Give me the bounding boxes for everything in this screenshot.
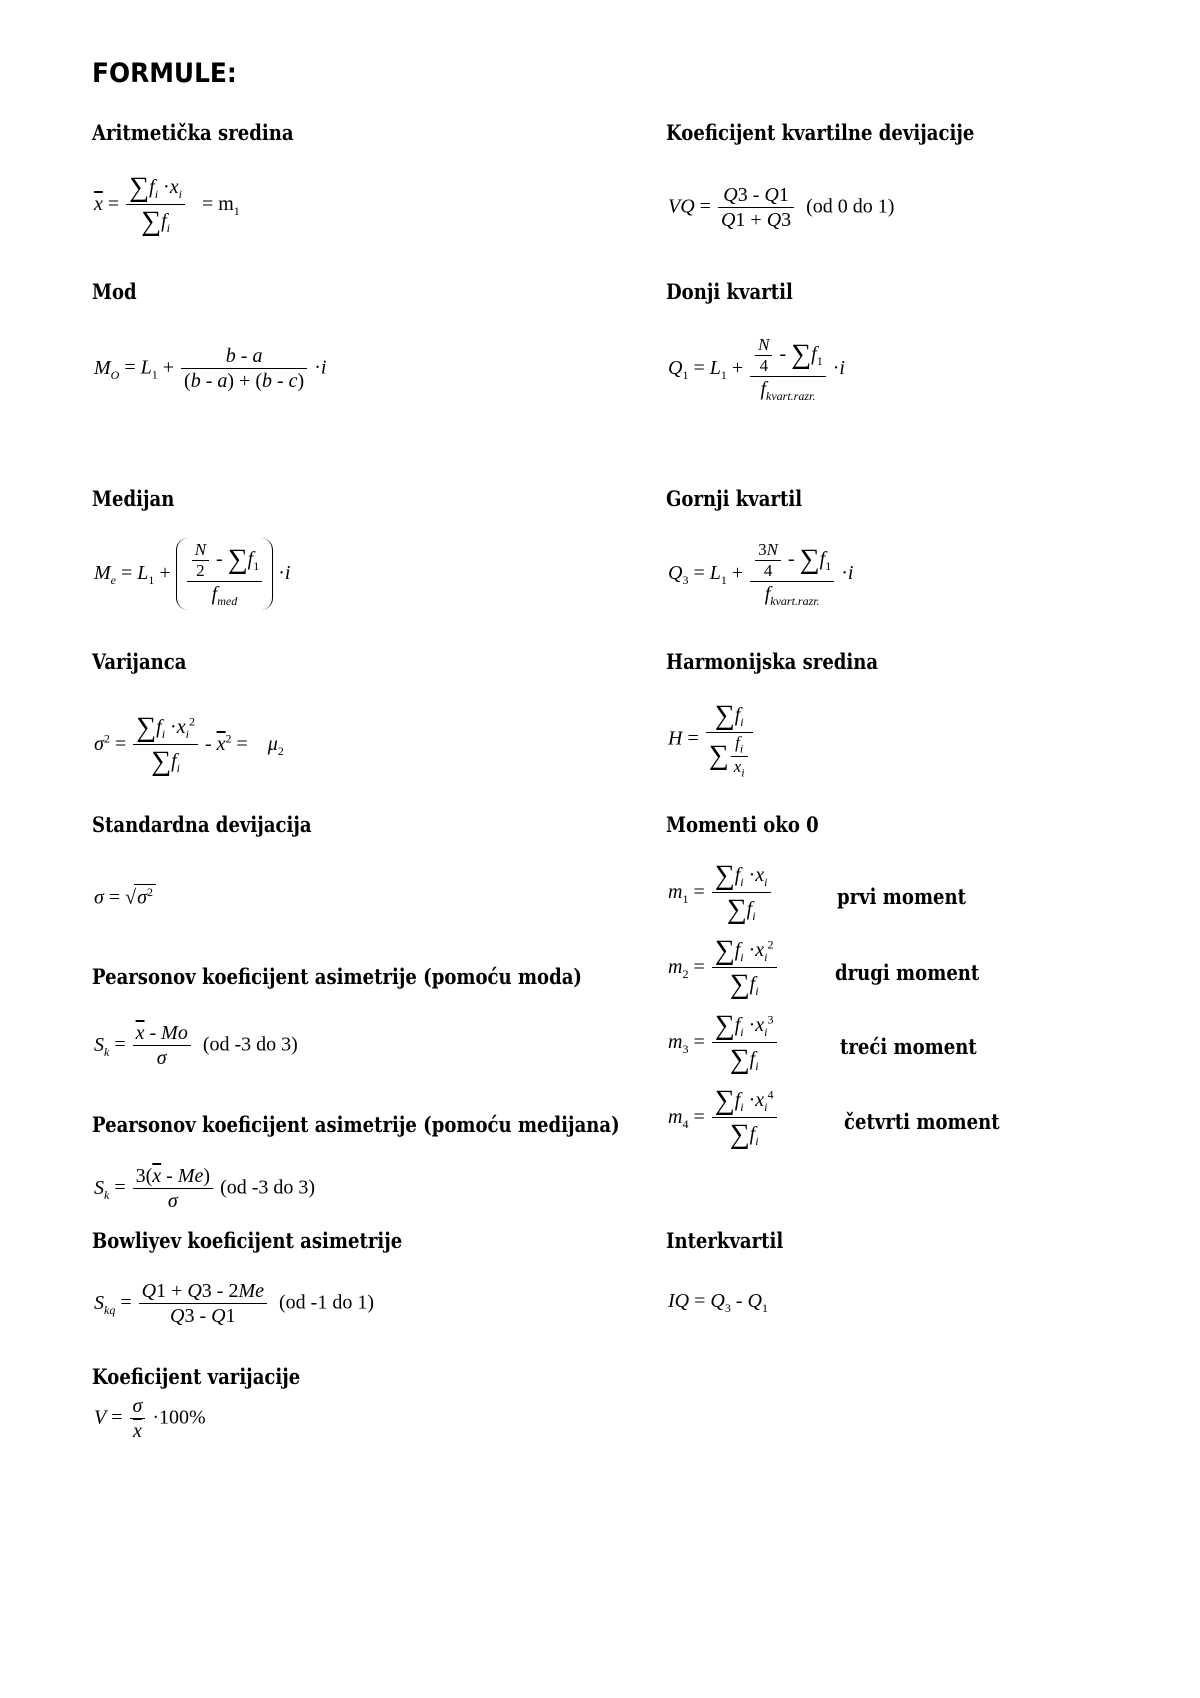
range-skq: (od -1 do 1) bbox=[279, 1291, 374, 1314]
heading-koeficijent-varijacije: Koeficijent varijacije bbox=[92, 1364, 301, 1389]
heading-donji-kvartil: Donji kvartil bbox=[666, 279, 793, 304]
formula-m4: $m_4$ = $\frac{\sum f_i \cdot x_i^4}{\sum f_i}$ bbox=[668, 1085, 779, 1152]
heading-momenti-oko-0: Momenti oko 0 bbox=[666, 812, 819, 837]
page-title: FORMULE: bbox=[92, 58, 237, 89]
label-m3: treći moment bbox=[840, 1034, 977, 1059]
label-m2: drugi moment bbox=[835, 960, 980, 985]
heading-aritmeticka-sredina: Aritmetička sredina bbox=[92, 120, 294, 145]
formula-donji-kvartil: $Q_1 = L_1$ + $\frac{N}{4}$ - $\sum f_1$ $f_{kvart.razr.}$ ·i bbox=[668, 335, 845, 403]
formula-pearson-med: $S_k$ = $\frac{3(\overline{x} - Me)}{\sigma}$ (od -3 do 3) bbox=[94, 1165, 316, 1212]
heading-bowley: Bowliyev koeficijent asimetrije bbox=[92, 1228, 403, 1253]
formula-interkvartil: IQ = $Q_3 - Q_1$ bbox=[668, 1290, 768, 1315]
formula-medijan: $M_e = L_1$ + $\frac{N}{2}$ - $\sum f_1$ $f_{med}$ ·i bbox=[94, 538, 290, 610]
heading-medijan: Medijan bbox=[92, 486, 175, 511]
formula-harmonijska-sredina: H = $\sum f_i$ ∑ $\frac{f_i}{x_i}$ bbox=[668, 700, 755, 780]
heading-gornji-kvartil: Gornji kvartil bbox=[666, 486, 803, 511]
formula-aritmeticka-sredina: $\overline{x}$ = $\frac{\sum f_i \cdot x_i}{\sum f_i}$ = $m_1$ bbox=[94, 172, 240, 238]
range-vq: (od 0 do 1) bbox=[806, 195, 895, 218]
formula-pearson-mod: $S_k$ = $\frac{\overline{x} - Mo}{\sigma}$ (od -3 do 3) bbox=[94, 1022, 298, 1069]
label-m1: prvi moment bbox=[837, 884, 967, 909]
heading-varijanca: Varijanca bbox=[92, 649, 187, 674]
formula-varijanca: $\sigma^2$ = $\frac{\sum f_i \cdot x_i^2}{\sum f_i}$ - $\overline{x}^2$ = $\mu_2$ bbox=[94, 712, 284, 778]
heading-kvartilne-devijacije: Koeficijent kvartilne devijacije bbox=[666, 120, 975, 145]
label-m4: četvrti moment bbox=[844, 1109, 1000, 1134]
heading-interkvartil: Interkvartil bbox=[666, 1228, 784, 1253]
formula-koeficijent-varijacije: V = $\frac{\sigma}{x}$ ·100% bbox=[94, 1395, 206, 1442]
range-sk-mod: (od -3 do 3) bbox=[202, 1033, 298, 1056]
formula-m1: $m_1$ = $\frac{\sum f_i \cdot x_i}{\sum f_i}$ bbox=[668, 860, 773, 927]
formula-m2: $m_2$ = $\frac{\sum f_i \cdot x_i^2}{\sum f_i}$ bbox=[668, 935, 779, 1002]
formula-standardna-devijacija: $\sigma = √\sigma^2$ bbox=[94, 884, 156, 910]
heading-harmonijska-sredina: Harmonijska sredina bbox=[666, 649, 879, 674]
formula-gornji-kvartil: $Q_3 = L_1$ + $\frac{3N}{4}$ - $\sum f_1$ $f_{kvart.razr.}$ ·i bbox=[668, 540, 854, 608]
formula-kvartilne-devijacije: VQ = $\frac{Q3 - Q1}{Q1 + Q3}$ (od 0 do 1) bbox=[668, 184, 895, 231]
heading-pearson-med: Pearsonov koeficijent asimetrije (pomoću medijana) bbox=[92, 1112, 620, 1137]
formula-mod: $M_O = L_1$ + $\frac{b - a}{(b - a) + (b - c)}$ ·i bbox=[94, 345, 327, 392]
heading-standardna-devijacija: Standardna devijacija bbox=[92, 812, 312, 837]
formula-bowley: $S_{kq}$ = $\frac{Q1 + Q3 - 2Me}{Q3 - Q1}$ (od -1 do 1) bbox=[94, 1280, 374, 1327]
formula-m3: $m_3$ = $\frac{\sum f_i \cdot x_i^3}{\sum f_i}$ bbox=[668, 1010, 779, 1077]
range-sk-med: (od -3 do 3) bbox=[220, 1176, 316, 1199]
heading-pearson-mod: Pearsonov koeficijent asimetrije (pomoću moda) bbox=[92, 964, 582, 989]
heading-mod: Mod bbox=[92, 279, 137, 304]
